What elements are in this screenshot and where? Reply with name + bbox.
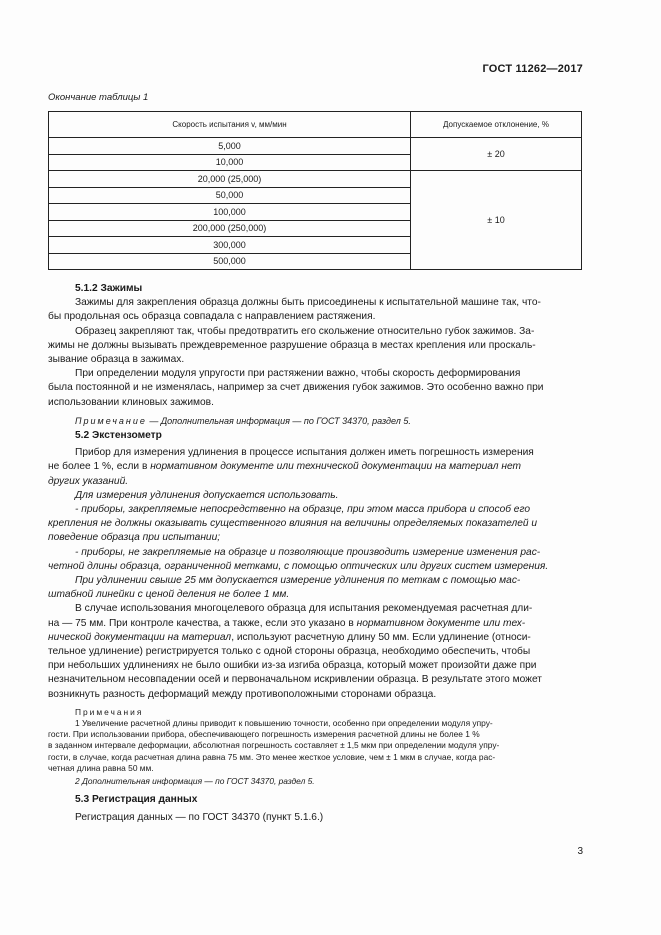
notes-title: Примечания	[75, 706, 144, 717]
text-span-italic: нормативном документе или тех-	[356, 617, 526, 629]
table-caption: Окончание таблицы 1	[48, 92, 149, 103]
text-line: Образец закрепляют так, чтобы предотвратить его скольжение относительно губок зажимов. За-	[75, 325, 535, 337]
table-cell-speed: 200,000 (250,000)	[49, 220, 411, 237]
text-line: при небольших удлинениях не было ошибки из-за изгиба образца, который может произойти даже при	[48, 660, 537, 672]
text-line: зывание образца в зажимах.	[48, 354, 185, 366]
table-header-speed: Скорость испытания v, мм/мин	[49, 112, 411, 138]
table-cell-speed: 5,000	[49, 138, 411, 155]
table-cell-speed: 300,000	[49, 237, 411, 254]
table-header-tolerance: Допускаемое отклонение, %	[411, 112, 582, 138]
text-line: Регистрация данных — по ГОСТ 34370 (пункт 5.1.6.)	[75, 812, 324, 824]
document-code-header: ГОСТ 11262—2017	[482, 63, 583, 75]
text-line	[48, 617, 582, 631]
table-cell-speed: 500,000	[49, 253, 411, 270]
text-line: жимы не должны вызывать преждевременное разрушение образца в местах крепления или проскаль-	[48, 339, 536, 351]
section-title: 5.3 Регистрация данных	[75, 794, 198, 805]
text-line: использовании клиновых зажимов.	[48, 396, 214, 408]
table-cell-speed: 100,000	[49, 204, 411, 221]
text-line: незначительном несовпадении осей и первоначальном искривлении образца. В результате этого может	[48, 674, 542, 686]
text-line: штабной линейки с ценой деления не более 1 мм.	[48, 589, 290, 601]
text-line: Прибор для измерения удлинения в процессе испытания должен иметь погрешность измерения	[75, 447, 534, 459]
table-cell-speed: 20,000 (25,000)	[49, 171, 411, 188]
section-data-recording	[75, 793, 582, 825]
text-span: не более 1 %, если в	[48, 461, 151, 473]
text-line: При определении модуля упругости при растяжении важно, чтобы скорость деформирования	[75, 368, 521, 380]
text-line: поведение образца при испытании;	[48, 532, 221, 544]
text-line: Для измерения удлинения допускается использовать.	[75, 489, 339, 501]
text-line: возникнуть разность деформаций между противоположными сторонами образца.	[48, 688, 437, 700]
speed-tolerance-table	[48, 111, 582, 270]
text-line: В случае использования многоцелевого образца для испытания рекомендуемая расчетная дли-	[75, 603, 533, 615]
page-number: 3	[577, 846, 583, 857]
text-line: была постоянной и не изменялась, например за счет движения губок зажимов. Это особенно важно при	[48, 382, 544, 394]
text-line: тельное удлинение) регистрируется только с одной стороны образца, необходимо обеспечить, чтобы	[48, 646, 531, 658]
text-span-italic: нической документации на материал	[48, 631, 232, 643]
table-cell-speed: 50,000	[49, 187, 411, 204]
note-line: в заданном интервале деформации, абсолютная погрешность составляет ± 1,5 мкм при определении модуля упру-	[48, 740, 500, 751]
section-title: 5.2 Экстензометр	[75, 430, 162, 441]
text-line: крепления не должны оказывать существенного влияния на величины определяемых показателей и	[48, 518, 538, 530]
note-line: 2 Дополнительная информация — по ГОСТ 34370, раздел 5.	[75, 776, 315, 787]
text-line: бы продольная ось образца совпадала с направлением растяжения.	[48, 311, 376, 323]
table-cell-tolerance: ± 20	[411, 138, 582, 171]
section-extensometer	[48, 429, 582, 787]
text-span-italic: нормативном документе или технической документации на материал нет	[150, 461, 522, 473]
note-text: — Дополнительная информация — по ГОСТ 34370, раздел 5.	[146, 415, 411, 426]
text-span: на — 75 мм. При контроле качества, а также, если это указано в	[48, 617, 357, 629]
note-line: четная длина равна 50 мм.	[48, 762, 154, 773]
section-clamps	[48, 282, 582, 427]
text-span: , используют расчетную длину 50 мм. Если удлинение (относи-	[231, 631, 531, 643]
text-line: При удлинении свыше 25 мм допускается измерение удлинения по меткам с помощью мас-	[75, 575, 521, 587]
note-line: 1 Увеличение расчетной длины приводит к повышению точности, особенно при определении модуля упру-	[75, 718, 493, 729]
text-line	[48, 631, 582, 645]
section-title: 5.1.2 Зажимы	[75, 283, 143, 294]
text-line	[48, 460, 582, 474]
text-line: - приборы, не закрепляемые на образце и позволяющие производить измерение изменения рас-	[75, 546, 541, 558]
text-line: Зажимы для закрепления образца должны быть присоединены к испытательной машине так, что-	[75, 297, 541, 309]
note-line: гости. При использовании прибора, обеспечивающего погрешность измерения расчетной длины не более 1 %	[48, 729, 480, 740]
table-cell-tolerance: ± 10	[411, 171, 582, 270]
text-line: других указаний.	[48, 475, 129, 487]
note-line: гости, в случае, когда расчетная длина равна 75 мм. Это менее жесткое условие, чем ± 1 мкм в случае, когда рас-	[48, 751, 496, 762]
text-line: - приборы, закрепляемые непосредственно на образце, при этом масса прибора и способ его	[75, 504, 531, 516]
note-label: Примечание	[75, 415, 147, 426]
text-line: четной длины образца, ограниченной метками, с помощью оптических или других систем измерения.	[48, 560, 549, 572]
table-cell-speed: 10,000	[49, 154, 411, 171]
note	[75, 415, 582, 427]
